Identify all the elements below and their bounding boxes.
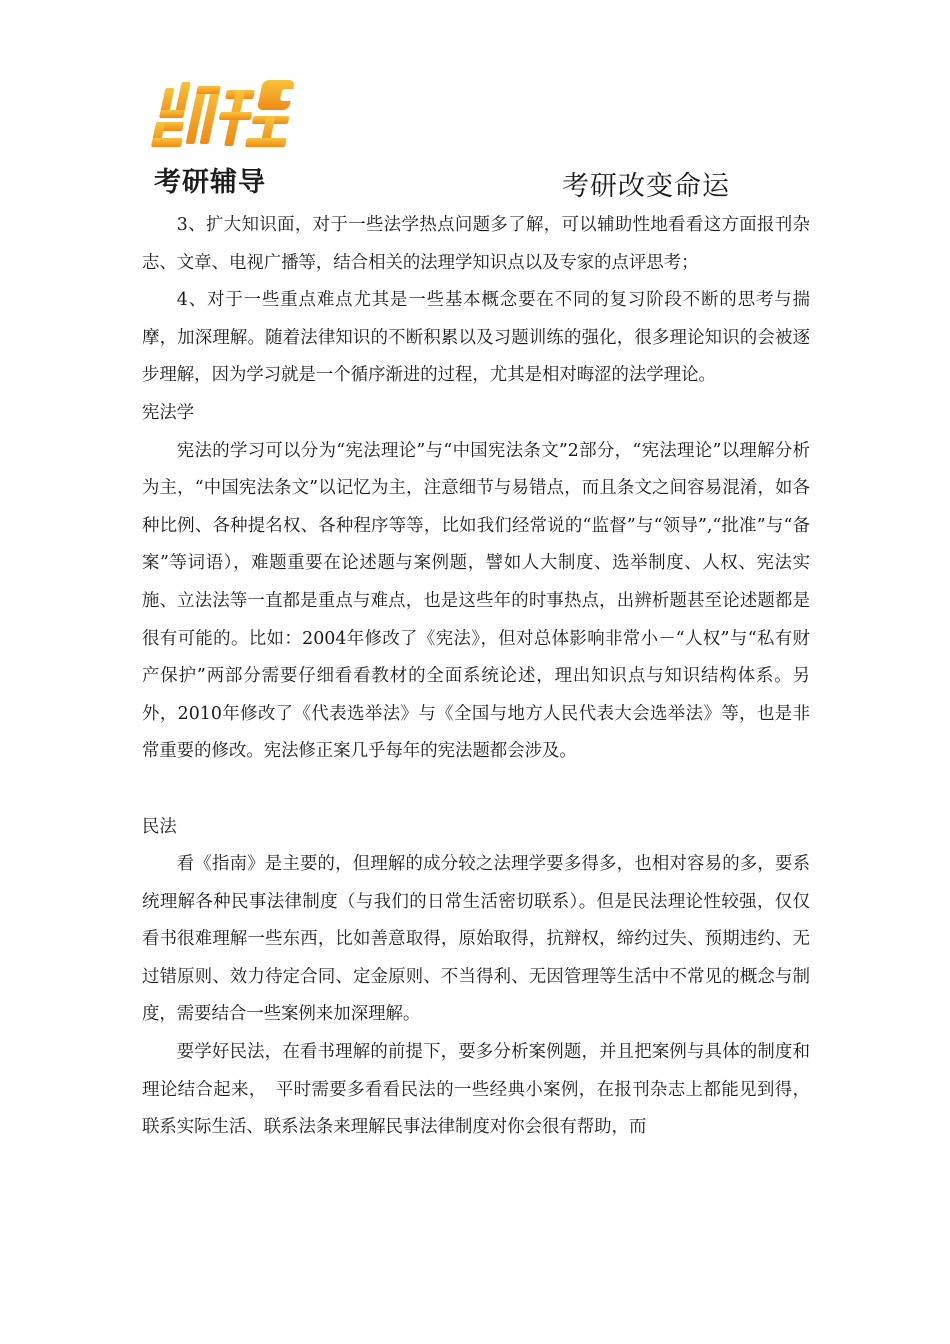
paragraph-civil-cases: 要学好民法，在看书理解的前提下，要多分析案例题，并且把案例与具体的制度和理论结合起来， 平时需要多看看民法的一些经典小案例，在报刊杂志上都能见到得，联系实际生活、联系法条来理解民事法律制度对你会很有帮助，而	[142, 1042, 810, 1138]
section-heading-civil-law: 民法	[142, 816, 177, 837]
kaicheng-logo	[150, 76, 300, 196]
paragraph-civil-guide: 看《指南》是主要的，但理解的成分较之法理学要多得多，也相对容易的多，要系统理解各种民事法律制度（与我们的日常生活密切联系）。但是民法理论性较强，仅仅看书很难理解一些东西，比如善意取得，原始取得，抗辩权，缔约过失、预期违约、无过错原则、效力待定合同、定金原则、不当得利、无因管理等生活中不常见的概念与制度，需要结合一些案例来加深理解。	[142, 854, 810, 1025]
paragraph-key-concepts: 4、对于一些重点难点尤其是一些基本概念要在不同的复习阶段不断的思考与揣摩，加深理解。随着法律知识的不断积累以及习题训练的强化，很多理论知识的会被逐步理解，因为学习就是一个循序渐进的过程，尤其是相对晦涩的法学理论。	[142, 290, 810, 386]
paragraph-constitution: 宪法的学习可以分为“宪法理论”与“中国宪法条文”2部分，“宪法理论”以理解分析为主，“中国宪法条文”以记忆为主，注意细节与易错点，而且条文之间容易混淆，如各种比例、各种提名权、各种程序等等，比如我们经常说的“监督”与“领导”,“批准”与“备案”等词语），难题重要在论述题与案例题，譬如人大制度、选举制度、人权、宪法实施、立法法等一直都是重点与难点，也是这些年的时事热点，出辨析题甚至论述题都是很有可能的。比如：2004年修改了《宪法》，但对总体影响非常小－“人权”与“私有财产保护”两部分需要仔细看看教材的全面系统论述，理出知识点与知识结构体系。另外，2010年修改了《代表选举法》与《全国与地方人民代表大会选举法》等，也是非常重要的修改。宪法修正案几乎每年的宪法题都会涉及。	[142, 440, 810, 762]
kaicheng-logo-mark	[150, 76, 300, 156]
document-body	[142, 207, 810, 1147]
logo-subtitle: 考研辅导	[154, 167, 266, 198]
paragraph-expand-knowledge: 3、扩大知识面，对于一些法学热点问题多了解，可以辅助性地看看这方面报刊杂志、文章、电视广播等，结合相关的法理学知识点以及专家的点评思考；	[142, 215, 810, 273]
paragraph-spacer	[142, 771, 810, 809]
slogan: 考研改变命运	[562, 171, 730, 202]
section-heading-constitution: 宪法学	[142, 402, 195, 423]
